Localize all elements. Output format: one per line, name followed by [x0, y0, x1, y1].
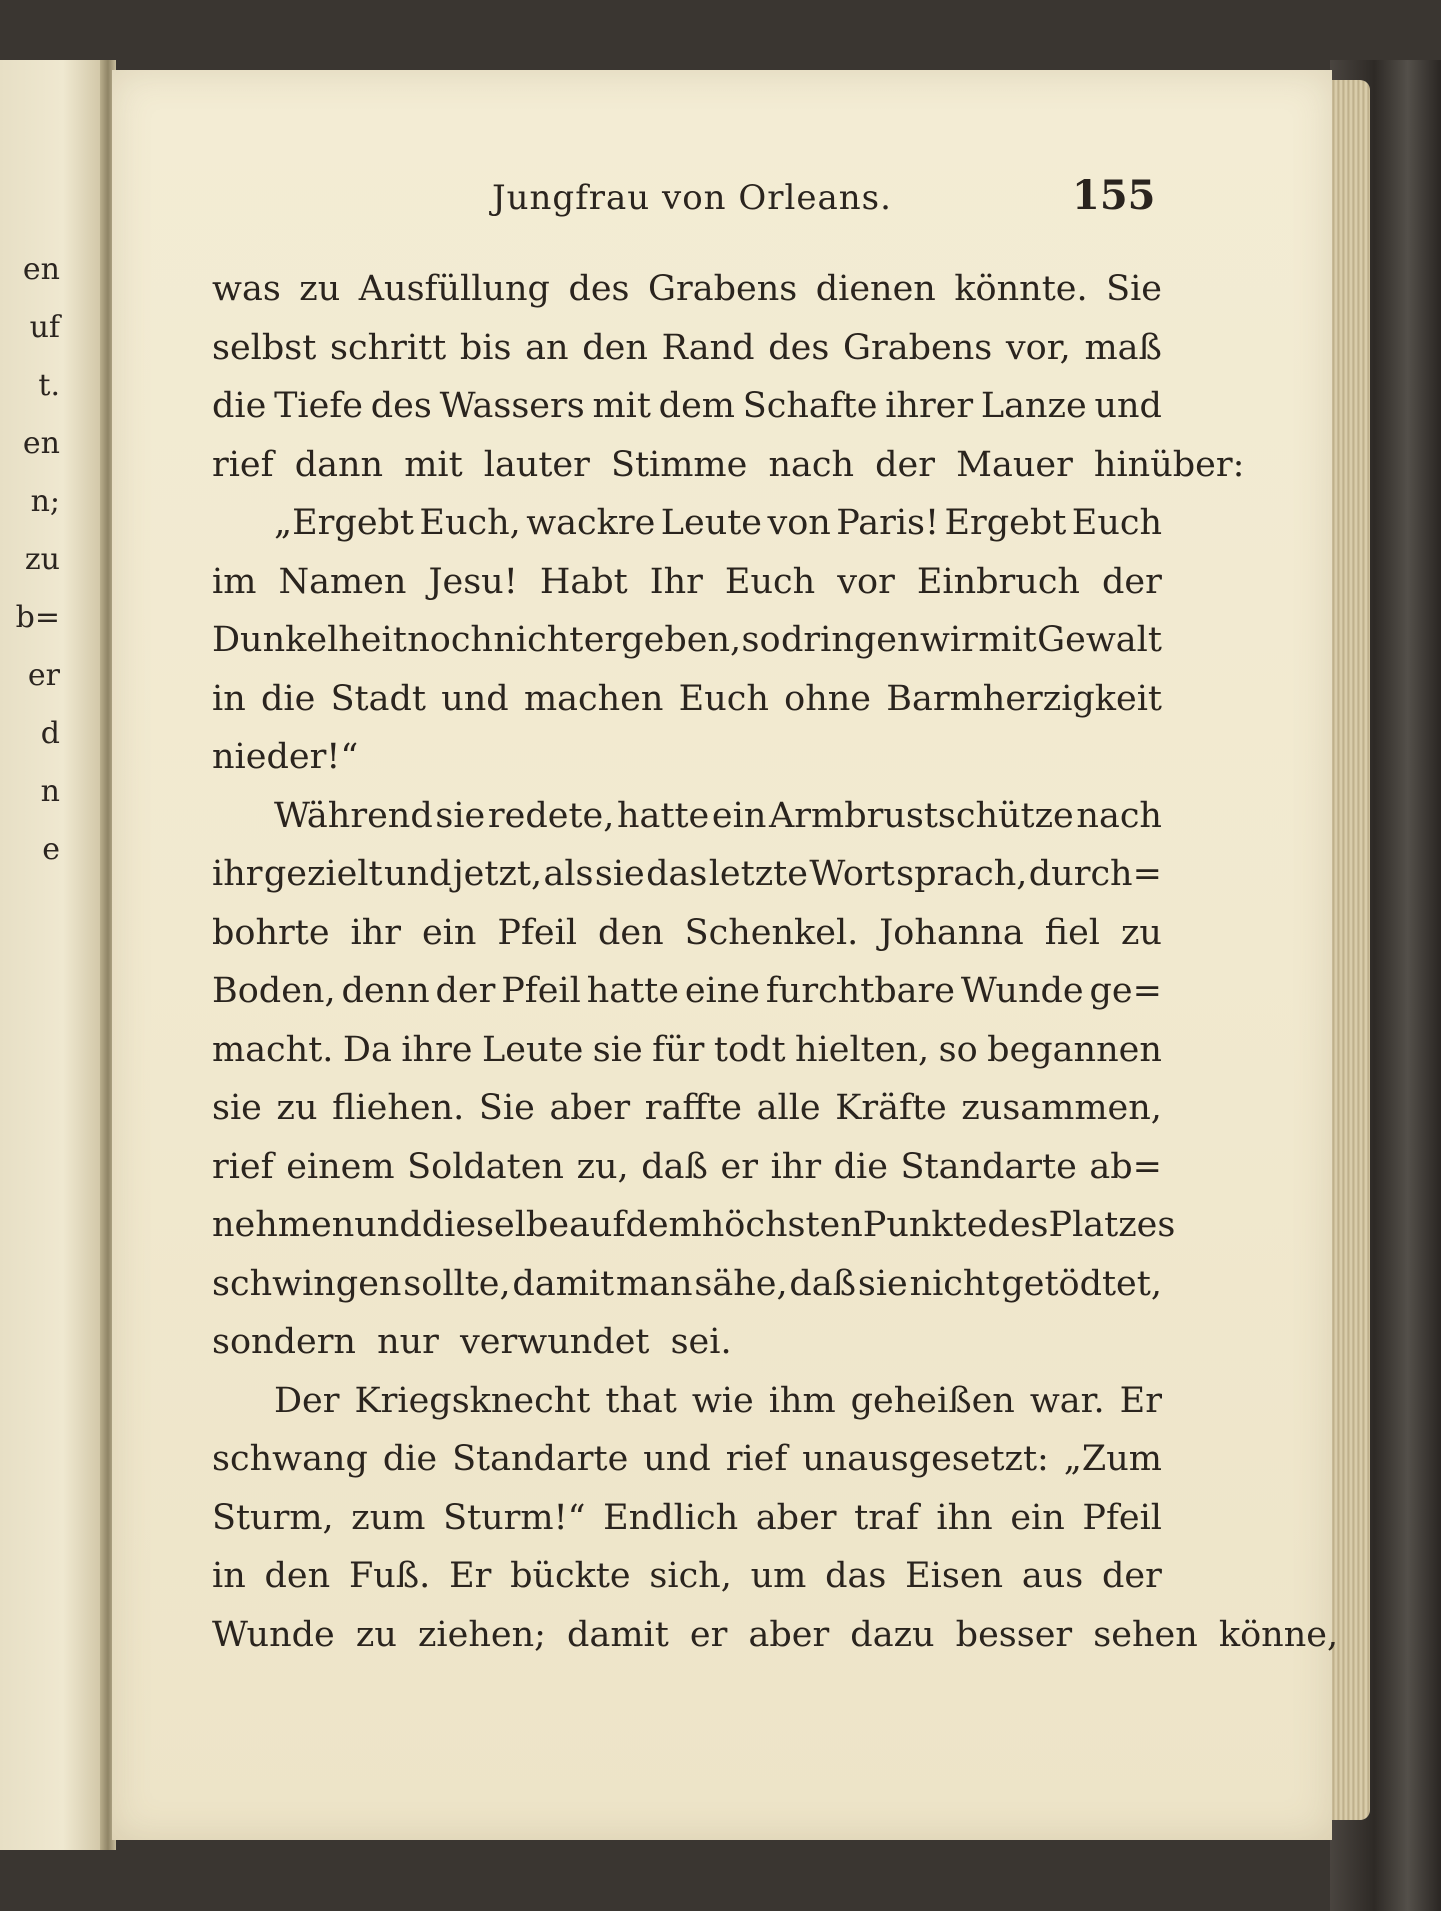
- text-line: in den Fuß. Er bückte sich, um das Eisen aus der: [212, 1556, 1162, 1596]
- left-page-fragment: d: [40, 716, 60, 751]
- text-line: macht. Da ihre Leute sie für todt hielten, so begannen: [212, 1029, 1162, 1070]
- left-page-fragment: e: [42, 832, 60, 867]
- text-line: sondern nur verwundet sei.: [212, 1322, 732, 1362]
- left-page-fragment: n: [40, 774, 60, 809]
- text-line: ihr gezielt und jetzt, als sie das letzte Wort sprach, durch=: [212, 854, 1162, 894]
- left-page-fragment: en: [22, 426, 60, 461]
- text-line: im Namen Jesu! Habt Ihr Euch vor Einbruch der: [212, 561, 1162, 602]
- text-line: in die Stadt und machen Euch ohne Barmherzigkeit: [212, 678, 1162, 719]
- text-line: sie zu fliehen. Sie aber raffte alle Kräfte zusammen,: [212, 1088, 1162, 1128]
- previous-page-sliver: [0, 60, 105, 1850]
- running-header: [112, 172, 1332, 238]
- text-line: Während sie redete, hatte ein Armbrustschütze nach: [274, 795, 1162, 836]
- text-line: schwang die Standarte und rief unausgesetzt: „Zum: [212, 1439, 1162, 1479]
- body-text: [212, 260, 1339, 1664]
- text-line: rief dann mit lauter Stimme nach der Mauer hinüber:: [212, 444, 1245, 485]
- text-line: schwingen sollte, damit man sähe, daß sie nicht getödtet,: [212, 1263, 1162, 1304]
- left-page-fragment: zu: [24, 542, 60, 577]
- left-page-fragment: b=: [15, 600, 60, 635]
- text-line: Dunkelheit noch nicht ergeben, so dringen wir mit Gewalt: [212, 620, 1162, 660]
- page-edges: [1330, 80, 1370, 1820]
- page-number: 155: [1072, 172, 1156, 219]
- text-line: nieder!“: [212, 737, 359, 777]
- text-line: rief einem Soldaten zu, daß er ihr die Standarte ab=: [212, 1146, 1162, 1187]
- text-line: „Ergebt Euch, wackre Leute von Paris! Ergebt Euch: [274, 503, 1162, 543]
- text-line: Boden, denn der Pfeil hatte eine furchtbare Wunde ge=: [212, 971, 1162, 1011]
- running-title: Jungfrau von Orleans.: [492, 178, 892, 218]
- text-line: Wunde zu ziehen; damit er aber dazu besser sehen könne,: [212, 1614, 1339, 1655]
- book-page: [112, 70, 1339, 1840]
- text-line: bohrte ihr ein Pfeil den Schenkel. Johanna fiel zu: [212, 912, 1162, 953]
- left-page-fragment: n;: [30, 484, 60, 519]
- left-page-fragment: t.: [38, 368, 60, 403]
- text-line: Der Kriegsknecht that wie ihm geheißen war. Er: [274, 1380, 1162, 1421]
- text-line: selbst schritt bis an den Rand des Grabens vor, maß: [212, 327, 1162, 368]
- text-line: was zu Ausfüllung des Grabens dienen könnte. Sie: [212, 269, 1162, 309]
- text-line: nehmen und dieselbe auf dem höchsten Punkte des Platzes: [212, 1205, 1176, 1245]
- text-line: die Tiefe des Wassers mit dem Schafte ihrer Lanze und: [212, 386, 1162, 426]
- left-page-fragment: er: [27, 658, 60, 693]
- text-line: Sturm, zum Sturm!“ Endlich aber traf ihn ein Pfeil: [212, 1497, 1162, 1538]
- left-page-fragment: en: [22, 252, 60, 287]
- left-page-fragment: uf: [29, 310, 60, 345]
